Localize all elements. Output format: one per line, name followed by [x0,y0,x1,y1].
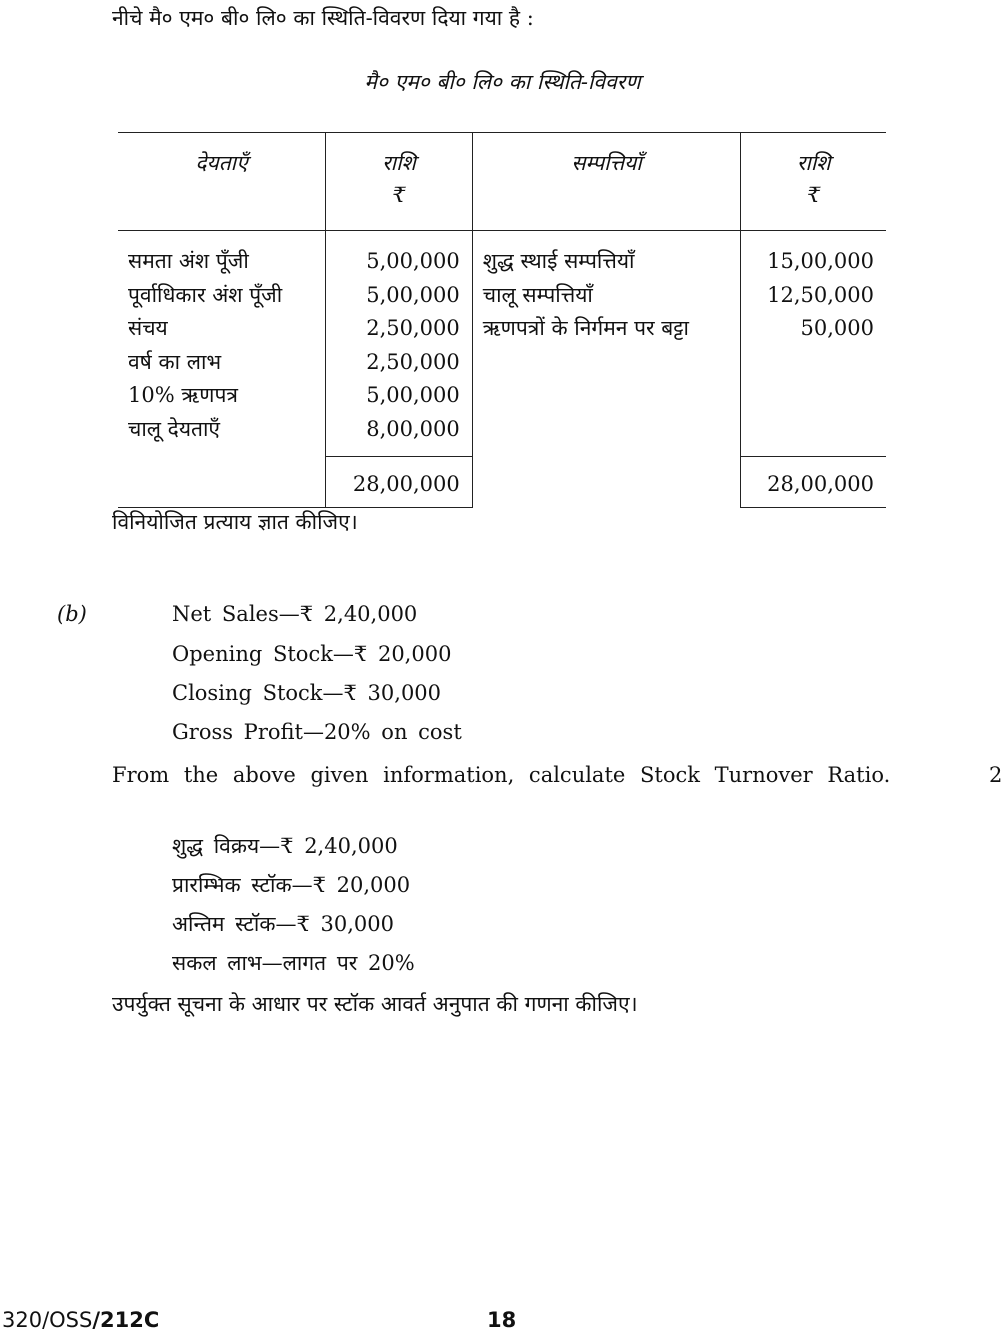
liability-name: पूर्वाधिकार अंश पूँजी [128,282,283,307]
given-hi-item: शुद्ध विक्रय—₹ 2,40,000 [172,834,398,858]
given-en-item: Opening Stock—₹ 20,000 [172,642,452,666]
header-amount-liabilities: राशि ₹ [326,133,473,231]
table-body-row [118,231,886,457]
question-b-hindi: उपर्युक्त सूचना के आधार पर स्टॉक आवर्त अनुपात की गणना कीजिए। [112,992,638,1016]
liability-name: वर्ष का लाभ [128,349,222,374]
table-title: मै० एम० बी० लि० का स्थिति-विवरण [364,70,641,94]
liability-amount: 5,00,000 [366,383,460,407]
paper-code: 320/OSS/212C [2,1308,160,1332]
liabilities-names [118,231,326,457]
liabilities-amounts [326,231,473,457]
liability-name: 10% ऋणपत्र [128,383,238,407]
asset-amount: 12,50,000 [767,282,874,307]
total-spacer [118,457,326,508]
question-b-english: From the above given information, calculate Stock Turnover Ratio. [112,763,891,787]
asset-name: शुद्ध स्थाई सम्पत्तियाँ [482,249,635,273]
total-assets: 28,00,000 [741,457,886,508]
given-hi-item: अन्तिम स्टॉक—₹ 30,000 [172,912,394,936]
header-assets: सम्पत्तियाँ [472,133,741,231]
header-liabilities: देयताएँ [118,133,326,231]
liability-amount: 8,00,000 [366,416,460,441]
given-hi-item: प्रारम्भिक स्टॉक—₹ 20,000 [172,873,411,897]
assets-amounts [741,231,886,457]
asset-amount: 15,00,000 [767,249,874,273]
liability-amount: 5,00,000 [366,249,460,273]
given-hi-item: सकल लाभ—लागत पर 20% [172,951,415,975]
liability-amount: 2,50,000 [366,349,460,374]
asset-name: ऋणपत्रों के निर्गमन पर बट्टा [482,316,689,340]
question-a-hindi: विनियोजित प्रत्याय ज्ञात कीजिए। [112,510,358,534]
liability-name: संचय [128,316,168,340]
marks: 2 [989,763,1003,787]
header-amount-assets: राशि ₹ [741,133,886,231]
liability-name: चालू देयताएँ [128,416,221,441]
page-number: 18 [487,1308,517,1332]
total-liabilities: 28,00,000 [326,457,473,508]
asset-name: चालू सम्पत्तियाँ [482,282,593,307]
table-header-row [118,133,886,231]
part-b-label: (b) [57,602,87,626]
given-en-item: Net Sales—₹ 2,40,000 [172,602,418,626]
given-en-item: Closing Stock—₹ 30,000 [172,681,442,705]
balance-sheet-table [118,132,886,508]
liability-amount: 2,50,000 [366,316,460,340]
liability-amount: 5,00,000 [366,282,460,307]
intro-text: नीचे मै० एम० बी० लि० का स्थिति-विवरण दिया गया है : [112,6,534,30]
asset-amount: 50,000 [800,316,874,340]
assets-names [472,231,741,508]
liability-name: समता अंश पूँजी [128,249,249,273]
given-en-item: Gross Profit—20% on cost [172,720,462,744]
